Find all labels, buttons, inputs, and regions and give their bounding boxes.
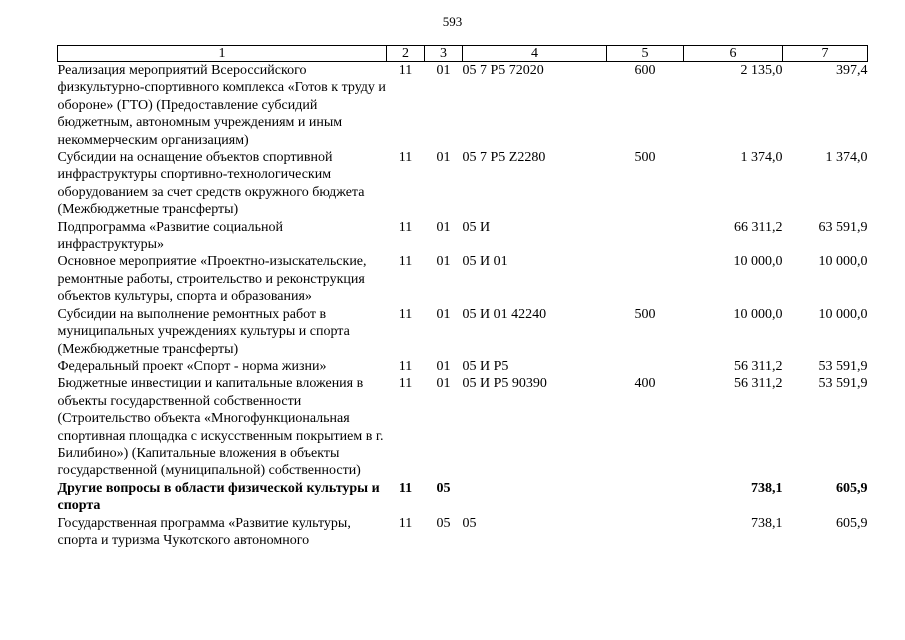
row-section: 11 [398, 254, 413, 270]
row-subsection: 01 [436, 219, 451, 235]
column-header: 1 [58, 46, 387, 62]
table-row [58, 149, 868, 219]
row-amount-1: 10 000,0 [733, 254, 783, 270]
row-name: Бюджетные инвестиции и капитальные вложения в объекты государственной собственности (Строительство объекта «Многофункциональная спортивная площадка с искусственным покрытием в г. Билибино») (Капитальные вложения в объекты государственной (муниципальной) собственности) [57, 376, 384, 479]
budget-table [57, 45, 868, 549]
row-name: Субсидии на оснащение объектов спортивной инфраструктуры спортивно-технологическим оборудованием за счет средств окружного бюджета (Межбюджетные трансферты) [57, 150, 365, 218]
row-amount-1: 66 311,2 [734, 219, 783, 235]
row-subsection: 01 [436, 254, 451, 270]
row-subsection: 01 [436, 306, 451, 322]
row-expense-type: 400 [634, 376, 656, 392]
row-amount-1: 738,1 [751, 480, 783, 496]
column-header: 4 [463, 46, 607, 62]
row-expense-type [607, 480, 684, 515]
column-header: 3 [425, 46, 463, 62]
table-row [58, 375, 868, 479]
column-header: 5 [607, 46, 684, 62]
table-row [58, 219, 868, 254]
row-expense-type: 600 [634, 63, 656, 78]
row-expense-type [607, 358, 684, 375]
table-row [58, 358, 868, 375]
table-row [58, 62, 868, 150]
row-subsection: 05 [436, 515, 451, 531]
row-expense-type [607, 219, 684, 254]
table-body [58, 62, 868, 550]
row-target-code: 05 7 Р5 Z2280 [462, 150, 546, 166]
row-section: 11 [398, 306, 413, 322]
row-section: 11 [398, 219, 413, 235]
row-target-code: 05 И 01 42240 [462, 306, 547, 322]
table-row [58, 253, 868, 305]
row-amount-2: 10 000,0 [818, 306, 868, 322]
row-section: 11 [398, 63, 413, 78]
page-number: 593 [442, 14, 463, 29]
row-amount-2: 10 000,0 [818, 254, 868, 270]
row-name: Подпрограмма «Развитие социальной инфраструктуры» [57, 219, 283, 253]
row-name: Основное мероприятие «Проектно-изыскательские, ремонтные работы, строительство и реконструкция объектов культуры, спорта и образования» [57, 254, 367, 305]
table-row [58, 480, 868, 515]
row-section: 11 [398, 480, 413, 496]
row-expense-type [607, 253, 684, 305]
row-name: Реализация мероприятий Всероссийского физкультурно-спортивного комплекса «Готов к труду и обороне» (ГТО) (Предоставление субсидий бюджетным, автономным учреждениям и иным некоммерческим организациям) [57, 63, 386, 148]
row-amount-2: 605,9 [836, 480, 868, 496]
row-name: Государственная программа «Развитие культуры, спорта и туризма Чукотского автономного [57, 515, 351, 548]
row-name: Другие вопросы в области физической культуры и спорта [57, 480, 380, 514]
row-target-code: 05 И [462, 219, 491, 235]
row-section: 11 [398, 515, 413, 531]
row-section: 11 [398, 358, 413, 374]
row-amount-2: 53 591,9 [818, 358, 868, 374]
row-section: 11 [398, 150, 413, 166]
row-name: Федеральный проект «Спорт - норма жизни» [57, 358, 327, 374]
row-target-code: 05 7 Р5 72020 [462, 63, 544, 78]
row-target-code: 05 И 01 [462, 254, 508, 270]
row-target-code: 05 [462, 515, 477, 531]
row-amount-1: 56 311,2 [734, 358, 783, 374]
column-header: 6 [684, 46, 783, 62]
row-subsection: 01 [436, 150, 451, 166]
column-header: 2 [387, 46, 425, 62]
row-amount-2: 63 591,9 [818, 219, 868, 235]
column-header: 7 [783, 46, 868, 62]
row-expense-type: 500 [634, 150, 656, 166]
row-amount-1: 738,1 [751, 515, 783, 531]
row-subsection: 05 [436, 480, 451, 496]
row-amount-2: 605,9 [836, 515, 868, 531]
row-expense-type: 500 [634, 306, 656, 322]
row-amount-1: 56 311,2 [734, 376, 783, 392]
row-subsection: 01 [436, 376, 451, 392]
table-row [58, 306, 868, 358]
row-name: Субсидии на выполнение ремонтных работ в муниципальных учреждениях культуры и спорта (Межбюджетные трансферты) [57, 306, 350, 357]
row-target-code: 05 И Р5 90390 [462, 376, 547, 392]
row-amount-2: 53 591,9 [818, 376, 868, 392]
row-target-code [463, 480, 607, 515]
row-subsection: 01 [436, 63, 451, 78]
row-expense-type [607, 515, 684, 550]
row-amount-1: 1 374,0 [740, 150, 783, 166]
table-row [58, 515, 868, 550]
row-subsection: 01 [436, 358, 451, 374]
row-amount-1: 2 135,0 [740, 63, 783, 78]
row-amount-2: 1 374,0 [825, 150, 868, 166]
header-row [58, 46, 868, 62]
row-target-code: 05 И Р5 [462, 358, 509, 374]
row-amount-1: 10 000,0 [733, 306, 783, 322]
row-amount-2: 397,4 [836, 63, 868, 78]
row-section: 11 [398, 376, 413, 392]
